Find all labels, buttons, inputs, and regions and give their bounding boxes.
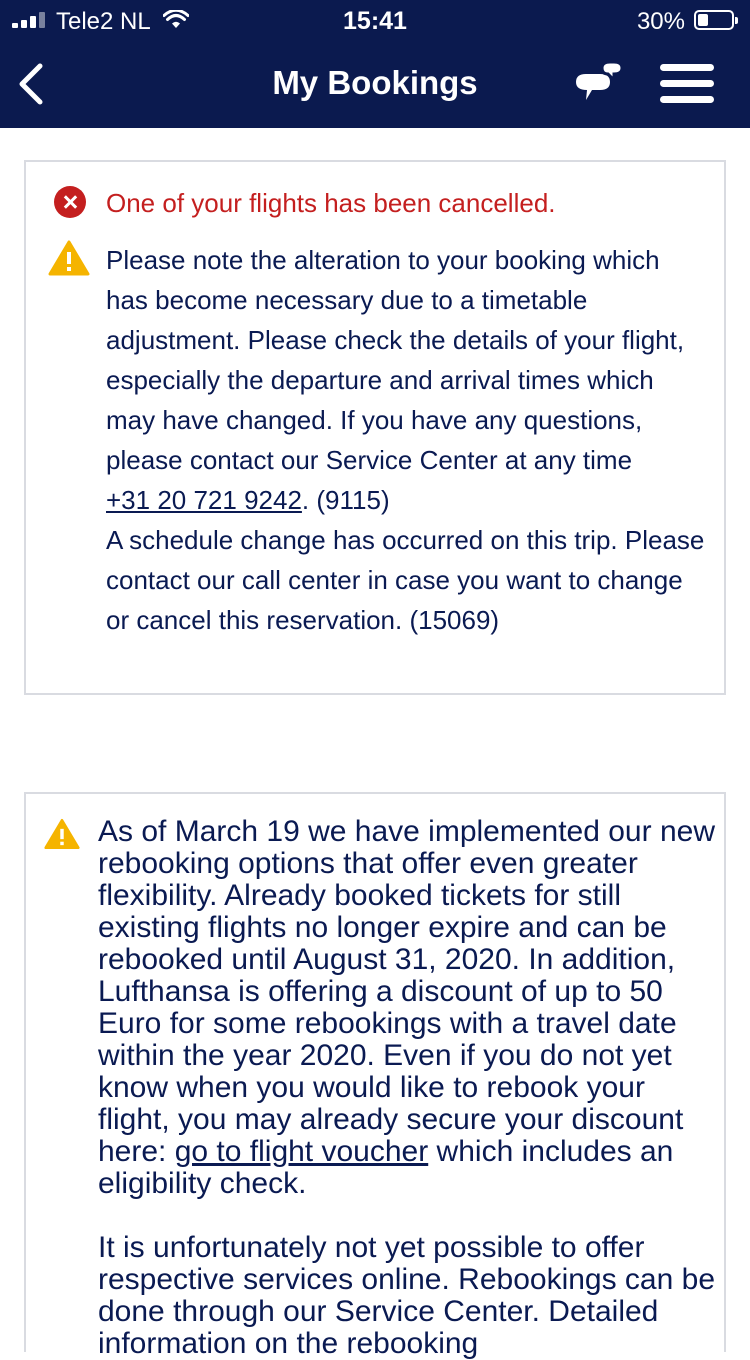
menu-line (660, 64, 714, 71)
battery-icon (694, 10, 734, 30)
page-title: My Bookings (272, 64, 478, 101)
navigation-bar (0, 40, 750, 128)
clock: 15:41 (343, 7, 407, 35)
schedule-change-notice: A schedule change has occurred on this trip. Please contact our call center in case you want to change or cancel this reservation. (15069) (106, 525, 705, 635)
flight-voucher-link[interactable]: go to flight voucher (174, 1135, 429, 1168)
timetable-notice: Please note the alteration to your booking which has become necessary due to a timetable adjustment. Please check the details of your flight, especially the departure and arrival times which may have changed. If you have any questions, please contact our Service Center at any time (106, 245, 685, 475)
alert-details (106, 240, 706, 640)
carrier-name: Tele2 NL (56, 8, 151, 35)
eligibility-text: which includes an eligibility check. (98, 1135, 674, 1200)
rebooking-paragraph (98, 816, 718, 1200)
rebooking-info-card (24, 792, 726, 1360)
menu-line (660, 96, 714, 103)
cancellation-message: One of your flights has been cancelled. (106, 188, 556, 218)
booking-alert-card (24, 160, 726, 695)
service-center-paragraph: It is unfortunately not yet possible to offer respective services online. Rebookings can be done through our Service Center. Detailed information on the rebooking (98, 1231, 716, 1360)
warning-icon (48, 240, 90, 276)
hamburger-menu-button[interactable] (660, 64, 714, 104)
battery-percentage: 30% (636, 8, 685, 35)
menu-line (660, 80, 714, 87)
phone-code: . (9115) (301, 485, 390, 515)
chat-button[interactable] (570, 58, 626, 110)
warning-icon (44, 818, 80, 850)
status-bar (0, 0, 750, 40)
rebooking-info-text (98, 816, 718, 1360)
rebooking-text: As of March 19 we have implemented our new rebooking options that offer even greater flexibility. Already booked tickets for still existing flights no longer expire and can be rebooked until August 31, 2020. In addition, Lufthansa is offering a discount of up to 50 Euro for some rebookings with a travel date within the year 2020. Even if you do not yet know when you would like to rebook your flight, you may already secure your discount here: (98, 815, 715, 1168)
service-center-phone-link[interactable]: +31 20 721 9242 (106, 485, 302, 515)
error-icon (54, 186, 86, 218)
chat-bubbles-icon (570, 58, 626, 110)
